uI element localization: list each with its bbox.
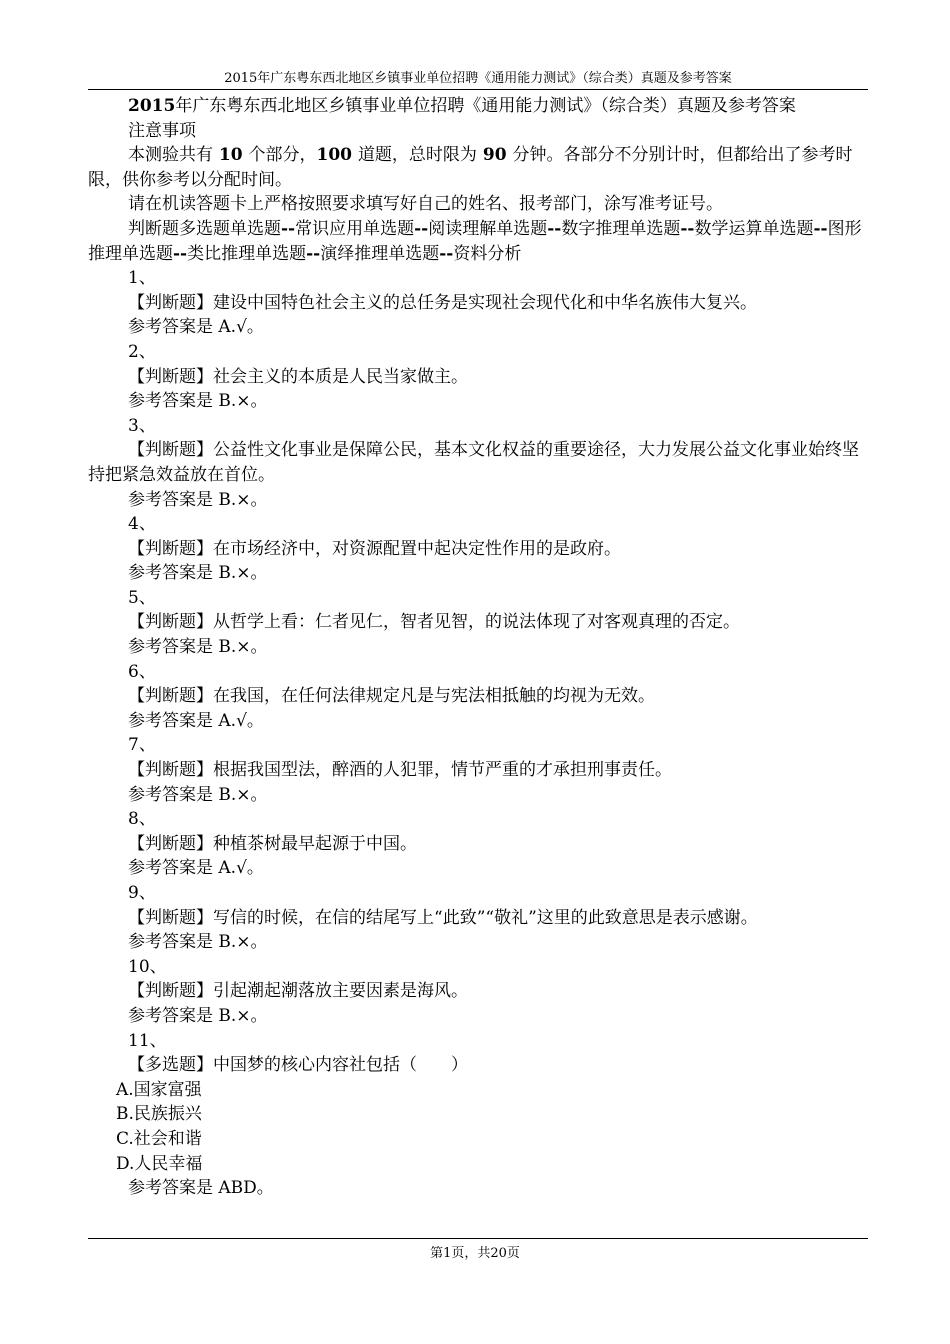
question-number: 5、 (128, 587, 156, 608)
question-number: 6、 (128, 661, 156, 682)
notice1-text-b: 个部分， (248, 145, 317, 166)
section-9: 资料分析 (453, 243, 522, 264)
section-5: 数学运算单选题 (694, 218, 814, 239)
question-number: 11、 (128, 1030, 167, 1051)
question-number: 1、 (128, 268, 156, 289)
option-d: D.人民幸福 (116, 1153, 203, 1174)
section-7: 类比推理单选题 (187, 243, 307, 264)
question-answer: 参考答案是 B.×。 (128, 1005, 268, 1026)
question-answer: 参考答案是 A.√。 (128, 317, 264, 338)
section-separator: -- (547, 218, 562, 239)
notice1-part-count: 10 (218, 145, 243, 166)
question-number: 2、 (128, 341, 156, 362)
title-text: 年广东粤东西北地区乡镇事业单位招聘《通用能力测试》（综合类）真题及参考答案 (175, 96, 796, 116)
question-text: 【判断题】在市场经济中，对资源配置中起决定性作用的是政府。 (128, 538, 621, 559)
question-text: 【判断题】引起潮起潮落放主要因素是海风。 (128, 981, 468, 1002)
notice1-question-count: 100 (316, 145, 353, 166)
question-text: 【判断题】写信的时候，在信的结尾写上“此致”“敬礼”这里的此致意思是表示感谢。 (128, 907, 758, 928)
section-separator: -- (813, 218, 828, 239)
notice1-text-d: 分钟。各部分不分别计时，但都给出了参考时限，供你参考以分配时间。 (88, 145, 853, 190)
question-answer: 参考答案是 B.×。 (128, 784, 268, 805)
section-separator: -- (680, 218, 695, 239)
section-separator: -- (306, 243, 321, 264)
section-separator: -- (414, 218, 429, 239)
section-list (88, 217, 868, 266)
header-rule (88, 89, 868, 90)
question-number: 10、 (128, 956, 167, 977)
section-separator: -- (281, 218, 296, 239)
page-number: 第1页，共20页 (430, 1246, 520, 1261)
question-answer: 参考答案是 B.×。 (128, 637, 268, 658)
question-number: 4、 (128, 514, 156, 535)
running-header: 2015年广东粤东西北地区乡镇事业单位招聘《通用能力测试》（综合类）真题及参考答案 (224, 71, 732, 86)
question-text: 【判断题】种植茶树最早起源于中国。 (128, 833, 417, 854)
question-text: 【多选题】中国梦的核心内容社包括（ ） (128, 1055, 468, 1076)
question-number: 9、 (128, 883, 156, 903)
question-answer: 参考答案是 B.×。 (128, 932, 268, 953)
question-text: 【判断题】建设中国特色社会主义的总任务是实现社会现代化和中华名族伟大复兴。 (128, 292, 757, 313)
section-8: 演绎推理单选题 (320, 243, 440, 264)
option-c: C.社会和谐 (116, 1128, 202, 1149)
section-1: 判断题多选题单选题 (128, 218, 281, 239)
section-2: 常识应用单选题 (295, 218, 415, 239)
question-answer: 参考答案是 B.×。 (128, 489, 268, 510)
notice-paragraph-1 (88, 143, 868, 192)
notice-heading: 注意事项 (128, 120, 196, 141)
notice1-text-c: 道题，总时限为 (357, 145, 477, 166)
title-year: 2015 (128, 96, 176, 116)
notice-paragraph-2: 请在机读答题卡上严格按照要求填写好自己的姓名、报考部门，涂写准考证号。 (128, 194, 723, 215)
question-number: 8、 (128, 809, 156, 830)
option-b: B.民族振兴 (116, 1104, 202, 1125)
section-6: 图形推理单选题 (88, 218, 862, 264)
section-separator: -- (173, 243, 188, 264)
document-body (88, 94, 868, 1201)
question-answer: 参考答案是 A.√。 (128, 858, 264, 879)
question-answer: 参考答案是 B.×。 (128, 563, 268, 584)
section-4: 数字推理单选题 (561, 218, 681, 239)
document-title (88, 94, 868, 119)
notice1-minutes: 90 (482, 145, 507, 166)
question-answer: 参考答案是 ABD。 (128, 1178, 274, 1199)
section-3: 阅读理解单选题 (428, 218, 548, 239)
footer-rule (88, 1238, 868, 1239)
question-text: 【判断题】在我国，在任何法律规定凡是与宪法相抵触的均视为无效。 (128, 686, 655, 707)
option-a: A.国家富强 (116, 1079, 202, 1100)
question-text: 【判断题】根据我国型法，醉酒的人犯罪，情节严重的才承担刑事责任。 (128, 760, 672, 781)
question-number: 7、 (128, 735, 156, 756)
question-text: 【判断题】从哲学上看：仁者见仁，智者见智，的说法体现了对客观真理的否定。 (128, 612, 740, 633)
question-text: 【判断题】公益性文化事业是保障公民，基本文化权益的重要途径，大力发展公益文化事业始终坚持把紧急效益放在首位。 (88, 440, 859, 485)
section-separator: -- (439, 243, 454, 264)
notice1-text-a: 本测验共有 (128, 145, 213, 166)
question-text: 【判断题】社会主义的本质是人民当家做主。 (128, 366, 468, 387)
question-answer: 参考答案是 B.×。 (128, 391, 268, 412)
question-answer: 参考答案是 A.√。 (128, 710, 264, 731)
question-number: 3、 (128, 415, 156, 436)
